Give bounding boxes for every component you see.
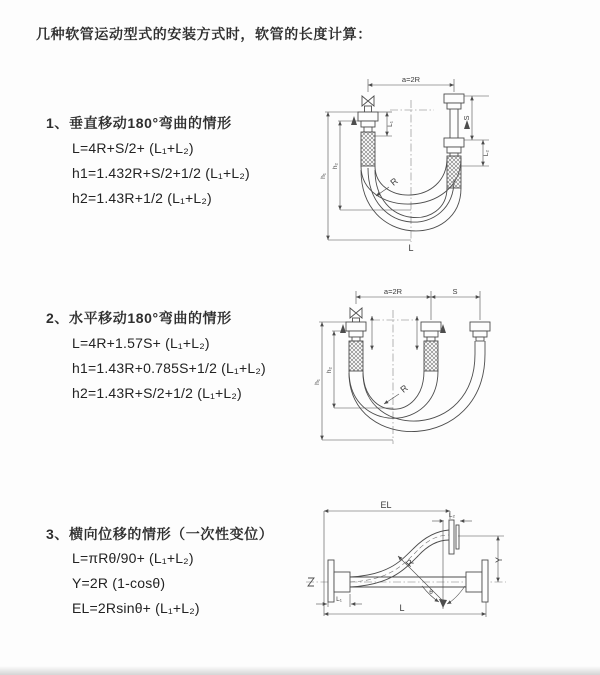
dim-width-label: a=2R: [401, 75, 421, 84]
dim-l1-label: L₁: [336, 596, 342, 603]
middle-pipe-fitting: [421, 322, 441, 371]
move-up-arrow-left: [340, 324, 346, 333]
page-title: 几种软管运动型式的安装方式时，软管的长度计算：: [36, 26, 372, 42]
page-bottom-shadow: [0, 666, 600, 675]
right-pipe-fitting: [470, 322, 490, 354]
dim-h2-label: h₂: [332, 162, 339, 170]
top-flange: [449, 520, 459, 554]
right-flange: [466, 560, 488, 602]
section1-formula-L: L=4R+S/2+ (L₁+L₂): [72, 140, 194, 156]
dim-l2: [461, 140, 490, 166]
diagram-lateral-displacement: [298, 496, 600, 654]
dim-l2-label: L₂: [483, 149, 490, 157]
braided-section: [424, 341, 438, 371]
length-label: L: [408, 243, 414, 253]
dim-h1-label: h₁: [320, 173, 327, 179]
dim-stroke-label: S: [462, 115, 471, 121]
dim-el-label: EL: [380, 500, 392, 510]
valve-icon: [362, 96, 374, 106]
dim-width-a2r: [356, 287, 480, 320]
section3-formula-L: L=πRθ/90+ (L₁+L₂): [72, 550, 194, 566]
section2-heading: 2、水平移动180°弯曲的情形: [46, 310, 232, 326]
fitting-length-dims: [372, 316, 417, 350]
dim-l1-label: L₁: [387, 121, 394, 127]
valve-icon: [350, 308, 362, 318]
dim-stroke-label: S: [452, 287, 458, 296]
braided-section: [361, 132, 375, 166]
dim-stroke-s: [462, 96, 489, 140]
dim-h2-label: h₂: [326, 366, 333, 374]
centerlines: [390, 100, 434, 242]
right-pipe-fitting: [444, 94, 464, 188]
section3-heading: 3、横向位移的情形（一次性变位）: [46, 526, 274, 542]
diagram-vertical-180-bend: [312, 70, 600, 262]
move-up-arrow-left: [351, 116, 357, 125]
hose-s-curve: [350, 530, 449, 587]
dim-stroke-s: [431, 287, 480, 297]
section3-formula-EL: EL=2Rsinθ+ (L₁+L₂): [72, 600, 200, 616]
hose-u-bend: [349, 354, 485, 432]
radius-label: R: [388, 175, 400, 188]
radius-label: R: [403, 557, 416, 569]
dim-width-label: a=2R: [383, 287, 403, 296]
angle-label: θ: [429, 589, 433, 596]
radius-leader: [398, 556, 443, 601]
braided-section: [447, 156, 461, 188]
section2-formula-h1: h1=1.43R+0.785S+1/2 (L₁+L₂): [72, 360, 266, 376]
dim-l2-label: L₂: [448, 512, 456, 519]
left-pipe-fitting: [346, 318, 366, 371]
section2-formula-h2: h2=1.43R+S/2+1/2 (L₁+L₂): [72, 385, 242, 401]
dim-h1-label: h₁: [314, 379, 321, 385]
dim-l1: [316, 594, 362, 607]
dim-l: [324, 602, 486, 617]
section1-formula-h2: h2=1.43R+1/2 (L₁+L₂): [72, 190, 212, 206]
dim-el: [324, 500, 450, 616]
radius-label: R: [398, 382, 410, 395]
section1-formula-h1: h1=1.432R+S/2+1/2 (L₁+L₂): [72, 165, 250, 181]
diagram-horizontal-180-bend: [310, 282, 600, 460]
dim-width-a2r: [368, 75, 454, 92]
section3-formula-Y: Y=2R (1-cosθ): [72, 575, 166, 591]
radius-leader: [384, 382, 410, 404]
dim-l-label: L: [399, 603, 405, 613]
section1-heading: 1、垂直移动180°弯曲的情形: [46, 115, 232, 131]
dim-y-label: Y: [494, 556, 504, 564]
angle-theta: [422, 586, 465, 608]
section2-formula-L: L=4R+1.57S+ (L₁+L₂): [72, 335, 210, 351]
braided-section: [349, 341, 363, 371]
